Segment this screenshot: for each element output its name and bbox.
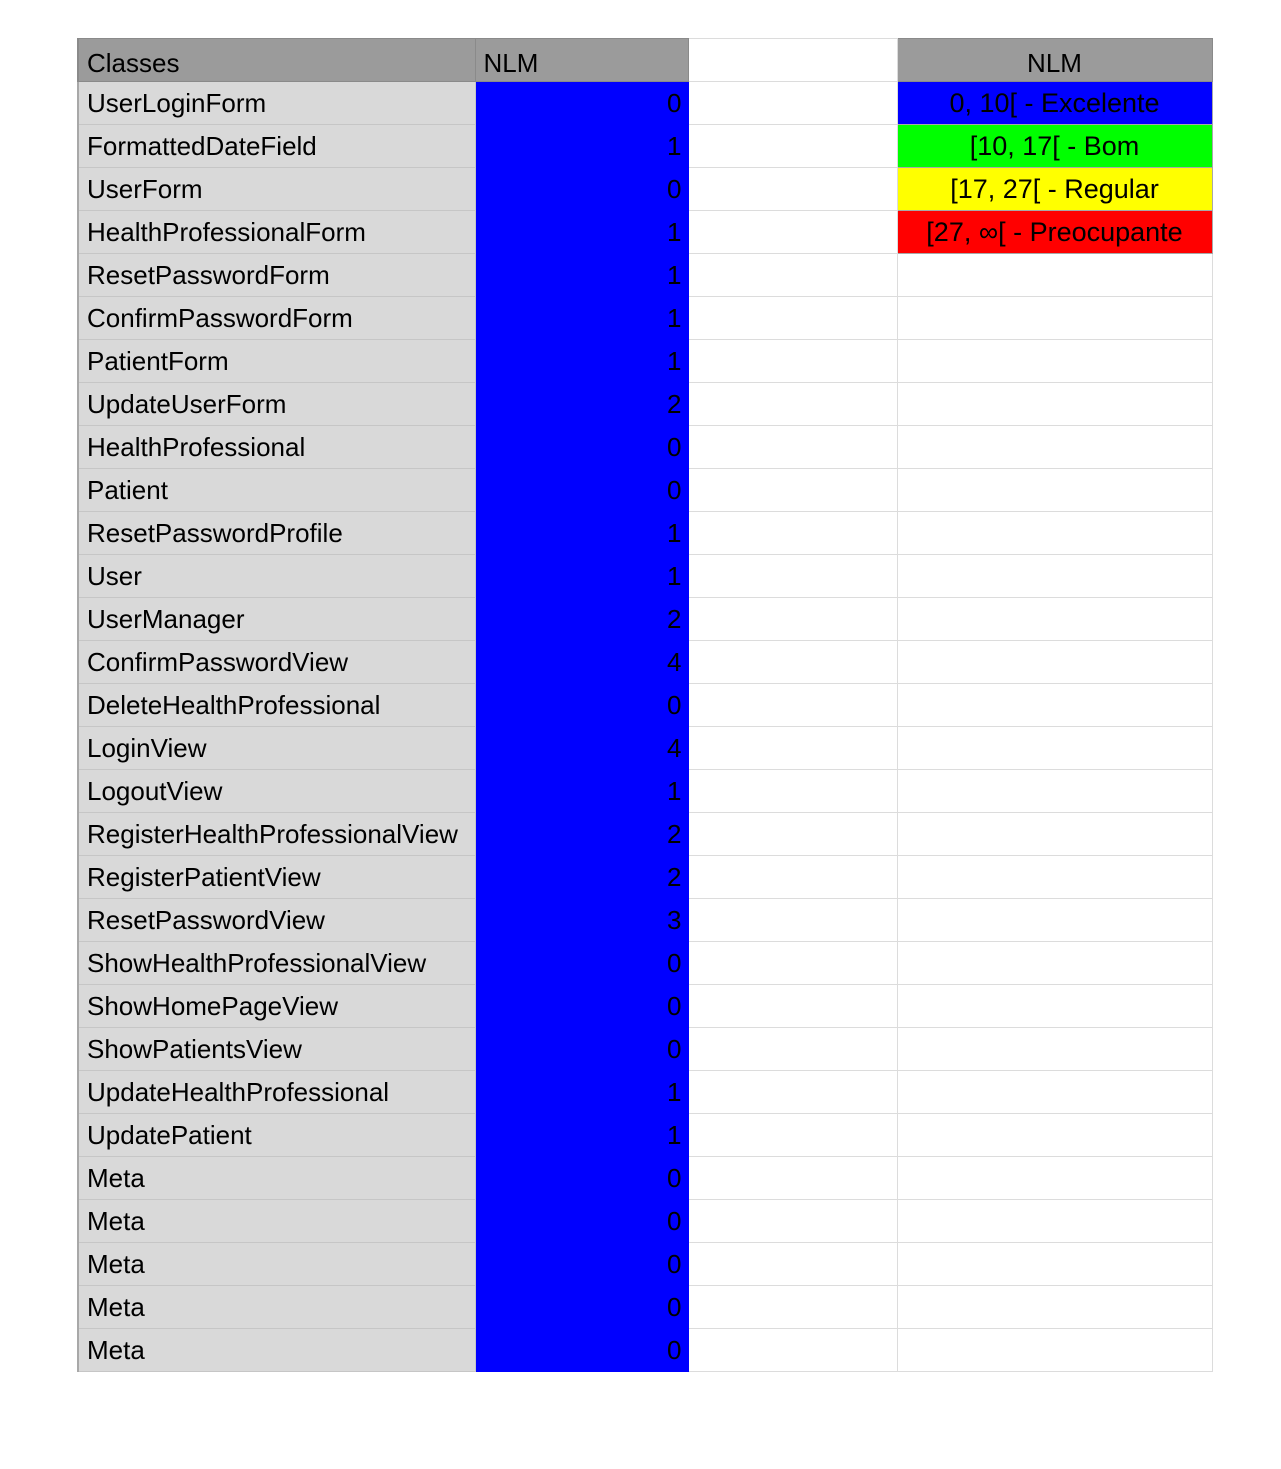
- legend-header[interactable]: NLM: [897, 39, 1212, 82]
- class-name-cell[interactable]: DeleteHealthProfessional: [78, 684, 475, 727]
- table-row: [78, 770, 1212, 813]
- nlm-value-cell[interactable]: 3: [475, 899, 688, 942]
- class-name-cell[interactable]: ResetPasswordForm: [78, 254, 475, 297]
- table-row: [78, 469, 1212, 512]
- spacer-cell[interactable]: [688, 125, 897, 168]
- class-name-cell[interactable]: Meta: [78, 1157, 475, 1200]
- nlm-value-cell[interactable]: 1: [475, 125, 688, 168]
- spacer-cell[interactable]: [688, 426, 897, 469]
- class-name-cell[interactable]: Meta: [78, 1329, 475, 1372]
- table-row: [78, 297, 1212, 340]
- spacer-cell[interactable]: [688, 297, 897, 340]
- empty-cell[interactable]: [897, 1329, 1212, 1372]
- nlm-value-cell[interactable]: 1: [475, 555, 688, 598]
- empty-cell[interactable]: [897, 1114, 1212, 1157]
- nlm-value-cell[interactable]: 1: [475, 254, 688, 297]
- class-name-cell[interactable]: FormattedDateField: [78, 125, 475, 168]
- empty-cell[interactable]: [897, 899, 1212, 942]
- nlm-value-cell[interactable]: 0: [475, 1286, 688, 1329]
- empty-cell[interactable]: [897, 770, 1212, 813]
- empty-cell[interactable]: [897, 1243, 1212, 1286]
- class-name-cell[interactable]: ShowPatientsView: [78, 1028, 475, 1071]
- class-name-cell[interactable]: ResetPasswordProfile: [78, 512, 475, 555]
- nlm-value-cell[interactable]: 4: [475, 727, 688, 770]
- spacer-cell[interactable]: [688, 512, 897, 555]
- empty-cell[interactable]: [897, 684, 1212, 727]
- empty-cell[interactable]: [897, 727, 1212, 770]
- spacer-cell[interactable]: [688, 598, 897, 641]
- empty-cell[interactable]: [897, 340, 1212, 383]
- table-row: [78, 1286, 1212, 1329]
- nlm-value-cell[interactable]: 1: [475, 1114, 688, 1157]
- empty-cell[interactable]: [897, 813, 1212, 856]
- nlm-value-cell[interactable]: 0: [475, 1243, 688, 1286]
- spacer-cell[interactable]: [688, 727, 897, 770]
- nlm-value-cell[interactable]: 0: [475, 684, 688, 727]
- table-row: [78, 985, 1212, 1028]
- empty-cell[interactable]: [897, 856, 1212, 899]
- table-row: [78, 1157, 1212, 1200]
- table-row: [78, 512, 1212, 555]
- class-name-cell[interactable]: UpdatePatient: [78, 1114, 475, 1157]
- spacer-cell[interactable]: [688, 168, 897, 211]
- nlm-value-cell[interactable]: 2: [475, 813, 688, 856]
- class-name-cell[interactable]: ConfirmPasswordView: [78, 641, 475, 684]
- spacer-cell[interactable]: [688, 1114, 897, 1157]
- table-row: [78, 856, 1212, 899]
- spacer-cell[interactable]: [688, 942, 897, 985]
- table-row: [78, 125, 1212, 168]
- table-row: [78, 1028, 1212, 1071]
- table-row: [78, 1243, 1212, 1286]
- class-name-cell[interactable]: RegisterHealthProfessionalView: [78, 813, 475, 856]
- table-row: [78, 899, 1212, 942]
- spacer-cell[interactable]: [688, 985, 897, 1028]
- spacer-cell[interactable]: [688, 813, 897, 856]
- class-name-cell[interactable]: ShowHealthProfessionalView: [78, 942, 475, 985]
- spacer-cell[interactable]: [688, 1329, 897, 1372]
- spacer-cell[interactable]: [688, 684, 897, 727]
- table-row: [78, 1114, 1212, 1157]
- nlm-value-cell[interactable]: 1: [475, 211, 688, 254]
- class-name-cell[interactable]: LoginView: [78, 727, 475, 770]
- nlm-value-cell[interactable]: 1: [475, 297, 688, 340]
- empty-cell[interactable]: [897, 469, 1212, 512]
- empty-cell[interactable]: [897, 942, 1212, 985]
- class-name-cell[interactable]: UserLoginForm: [78, 82, 475, 125]
- table-row: [78, 684, 1212, 727]
- empty-cell[interactable]: [897, 297, 1212, 340]
- table-row: [78, 1200, 1212, 1243]
- empty-cell[interactable]: [897, 641, 1212, 684]
- class-name-cell[interactable]: Meta: [78, 1286, 475, 1329]
- class-name-cell[interactable]: ResetPasswordView: [78, 899, 475, 942]
- empty-cell[interactable]: [897, 512, 1212, 555]
- nlm-value-cell[interactable]: 0: [475, 942, 688, 985]
- empty-cell[interactable]: [897, 1071, 1212, 1114]
- class-name-cell[interactable]: RegisterPatientView: [78, 856, 475, 899]
- table-row: [78, 727, 1212, 770]
- table-row: [78, 813, 1212, 856]
- class-name-cell[interactable]: UserForm: [78, 168, 475, 211]
- nlm-value-cell[interactable]: 1: [475, 770, 688, 813]
- class-name-cell[interactable]: User: [78, 555, 475, 598]
- spacer-cell[interactable]: [688, 641, 897, 684]
- legend-item[interactable]: [17, 27[ - Regular: [897, 168, 1212, 211]
- nlm-value-cell[interactable]: 0: [475, 1329, 688, 1372]
- table-row: [78, 168, 1212, 211]
- spreadsheet: [77, 38, 1213, 1372]
- empty-cell[interactable]: [897, 1200, 1212, 1243]
- spacer-cell[interactable]: [688, 1071, 897, 1114]
- table-row: [78, 555, 1212, 598]
- class-name-cell[interactable]: Meta: [78, 1200, 475, 1243]
- nlm-value-cell[interactable]: 2: [475, 856, 688, 899]
- spacer-cell[interactable]: [688, 383, 897, 426]
- nlm-value-cell[interactable]: 0: [475, 82, 688, 125]
- nlm-value-cell[interactable]: 1: [475, 512, 688, 555]
- class-name-cell[interactable]: HealthProfessional: [78, 426, 475, 469]
- empty-cell[interactable]: [897, 985, 1212, 1028]
- empty-cell[interactable]: [897, 254, 1212, 297]
- table-row: [78, 1071, 1212, 1114]
- class-name-cell[interactable]: UpdateHealthProfessional: [78, 1071, 475, 1114]
- spacer-cell[interactable]: [688, 1157, 897, 1200]
- class-name-cell[interactable]: UserManager: [78, 598, 475, 641]
- table-row: [78, 211, 1212, 254]
- spacer-cell[interactable]: [688, 340, 897, 383]
- class-name-cell[interactable]: Meta: [78, 1243, 475, 1286]
- class-name-cell[interactable]: PatientForm: [78, 340, 475, 383]
- table-row: [78, 426, 1212, 469]
- nlm-value-cell[interactable]: 0: [475, 426, 688, 469]
- class-name-cell[interactable]: UpdateUserForm: [78, 383, 475, 426]
- class-name-cell[interactable]: ShowHomePageView: [78, 985, 475, 1028]
- nlm-value-cell[interactable]: 0: [475, 1028, 688, 1071]
- nlm-value-cell[interactable]: 0: [475, 469, 688, 512]
- class-name-cell[interactable]: ConfirmPasswordForm: [78, 297, 475, 340]
- nlm-value-cell[interactable]: 1: [475, 340, 688, 383]
- nlm-value-cell[interactable]: 1: [475, 1071, 688, 1114]
- empty-cell[interactable]: [897, 1157, 1212, 1200]
- empty-cell[interactable]: [897, 1286, 1212, 1329]
- classes-header[interactable]: Classes: [78, 39, 475, 82]
- table-row: [78, 383, 1212, 426]
- nlm-value-cell[interactable]: 0: [475, 168, 688, 211]
- legend-item[interactable]: 0, 10[ - Excelente: [897, 82, 1212, 125]
- spacer-cell[interactable]: [688, 770, 897, 813]
- spacer-cell[interactable]: [688, 1200, 897, 1243]
- spacer-cell[interactable]: [688, 555, 897, 598]
- table-row: [78, 340, 1212, 383]
- nlm-value-cell[interactable]: 4: [475, 641, 688, 684]
- empty-cell[interactable]: [897, 598, 1212, 641]
- nlm-value-cell[interactable]: 2: [475, 383, 688, 426]
- spacer-cell[interactable]: [688, 1028, 897, 1071]
- spacer-cell[interactable]: [688, 1286, 897, 1329]
- nlm-value-cell[interactable]: 0: [475, 1157, 688, 1200]
- nlm-table: [77, 38, 1213, 1372]
- class-name-cell[interactable]: LogoutView: [78, 770, 475, 813]
- table-row: [78, 82, 1212, 125]
- spacer-cell[interactable]: [688, 254, 897, 297]
- nlm-value-cell[interactable]: 0: [475, 985, 688, 1028]
- table-row: [78, 942, 1212, 985]
- header-row: [78, 39, 1212, 82]
- table-row: [78, 641, 1212, 684]
- table-row: [78, 254, 1212, 297]
- spacer-cell[interactable]: [688, 211, 897, 254]
- class-name-cell[interactable]: Patient: [78, 469, 475, 512]
- class-name-cell[interactable]: HealthProfessionalForm: [78, 211, 475, 254]
- spacer-cell[interactable]: [688, 82, 897, 125]
- spacer-cell[interactable]: [688, 899, 897, 942]
- empty-cell[interactable]: [897, 1028, 1212, 1071]
- spacer-cell[interactable]: [688, 856, 897, 899]
- nlm-value-cell[interactable]: 2: [475, 598, 688, 641]
- spacer-cell[interactable]: [688, 39, 897, 82]
- legend-item[interactable]: [10, 17[ - Bom: [897, 125, 1212, 168]
- nlm-header[interactable]: NLM: [475, 39, 688, 82]
- empty-cell[interactable]: [897, 555, 1212, 598]
- empty-cell[interactable]: [897, 383, 1212, 426]
- empty-cell[interactable]: [897, 426, 1212, 469]
- table-row: [78, 598, 1212, 641]
- nlm-value-cell[interactable]: 0: [475, 1200, 688, 1243]
- table-row: [78, 1329, 1212, 1372]
- spacer-cell[interactable]: [688, 469, 897, 512]
- legend-item[interactable]: [27, ∞[ - Preocupante: [897, 211, 1212, 254]
- spacer-cell[interactable]: [688, 1243, 897, 1286]
